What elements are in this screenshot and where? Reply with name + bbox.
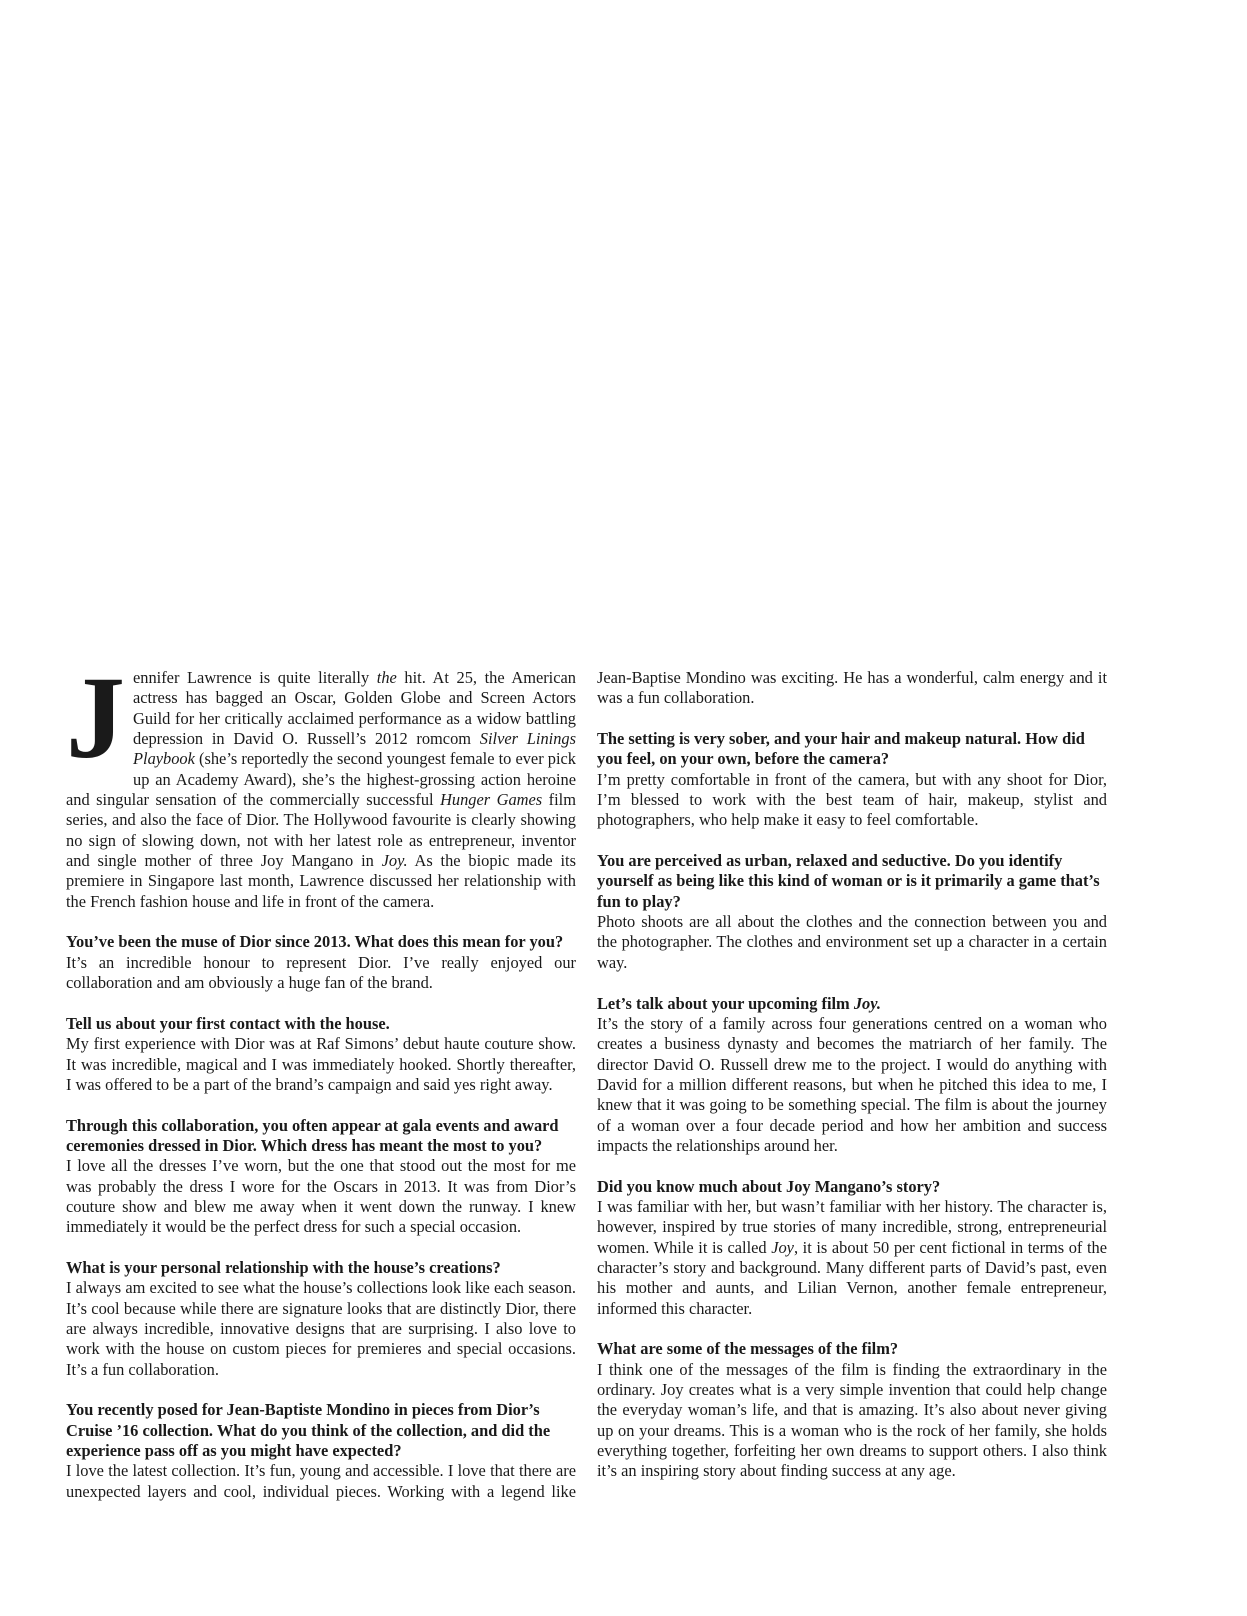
- intro-text: [66, 652, 576, 911]
- question-text: The setting is very sober, and your hair and makeup natural. How did you feel, on your own, before the camera?: [597, 729, 1085, 769]
- question-text: You are perceived as urban, relaxed and seductive. Do you identify yourself as being like this kind of woman or is it primarily a game that’s fun to play?: [597, 851, 1100, 911]
- interview-question: [597, 1177, 1107, 1197]
- intro-italic: Joy.: [381, 851, 408, 871]
- interview-answer: [66, 953, 576, 992]
- qa-section: [597, 1339, 1107, 1481]
- interview-question: [66, 1014, 576, 1034]
- answer-text: I was familiar with her, but wasn’t familiar with her history. The character is, however, inspired by true stories of many incredible, strong, entrepreneurial women. While it is called: [597, 1196, 1107, 1257]
- interview-answer: [597, 1014, 1107, 1155]
- question-text: Let’s talk about your upcoming film: [597, 993, 854, 1013]
- answer-text: , it is about 50 per cent fictional in terms of the character’s story and background. Many different parts of David’s past, even his mother and aunts, and Lilian Vernon, another female entrepreneur, informed this character.: [597, 1237, 1108, 1318]
- answer-text: It’s an incredible honour to represent Dior. I’ve really enjoyed our collaboration and am obviously a huge fan of the brand.: [66, 952, 576, 993]
- article-body: [66, 652, 1108, 1518]
- intro-text: film series, and also the face of Dior. The Hollywood favourite is clearly showing no sign of slowing down, not with her latest role as entrepreneur, inventor and single mother of three Joy Mangano in: [66, 790, 576, 871]
- question-text: Did you know much about Joy Mangano’s story?: [597, 1176, 941, 1196]
- answer-text: Photo shoots are all about the clothes and the connection between you and the photographer. The clothes and environment set up a character in a certain way.: [597, 912, 1107, 972]
- question-text: You’ve been the muse of Dior since 2013. What does this mean for you?: [66, 932, 564, 952]
- answer-text: I’m pretty comfortable in front of the camera, but with any shoot for Dior, I’m blessed to work with the best team of hair, makeup, stylist and photographers, who help make it easy to feel comfortable.: [597, 769, 1107, 830]
- intro-text: (she’s reportedly the second youngest female to ever pick up an Academy Award), she’s the highest-grossing action heroine and singular sensation of the commercially successful: [66, 749, 576, 810]
- question-text: Through this collaboration, you often appear at gala events and award ceremonies dressed in Dior. Which dress has meant the most to you?: [66, 1115, 559, 1155]
- interview-question: [66, 1400, 576, 1461]
- answer-italic: Joy: [771, 1237, 794, 1257]
- interview-question: [597, 1339, 1107, 1359]
- answer-text: I love all the dresses I’ve worn, but the one that stood out the most for me was probably the dress I wore for the Oscars in 2013. It was from Dior’s couture show and blew me away when it went down the runway. I knew immediately it would be the perfect dress for such a special occasion.: [66, 1156, 576, 1237]
- intro-text: As the biopic made its premiere in Singapore last month, Lawrence discussed her relationship with the French fashion house and life in front of the camera.: [66, 851, 576, 911]
- qa-section: [66, 1258, 576, 1380]
- intro-italic: the: [376, 668, 397, 687]
- interview-question: [66, 1258, 576, 1278]
- question-text: Tell us about your first contact with the house.: [66, 1013, 390, 1033]
- intro-text: hit. At 25, the American actress has bagged an Oscar, Golden Globe and Screen Actors Guild for her critically acclaimed performance as a widow battling depression in David O. Russell’s 2012 romcom: [133, 668, 576, 749]
- interview-question: [597, 994, 1107, 1014]
- intro-italic: Silver Linings Playbook: [133, 729, 576, 769]
- interview-question: [66, 1116, 576, 1157]
- intro-italic: Hunger Games: [440, 790, 543, 810]
- interview-answer: [66, 1034, 576, 1094]
- interview-question: [66, 932, 576, 952]
- qa-section: [597, 994, 1107, 1157]
- interview-question: [597, 851, 1107, 912]
- interview-answer: [597, 1360, 1107, 1481]
- interview-answer: [66, 1278, 576, 1378]
- qa-section: [597, 851, 1107, 973]
- interview-answer: [597, 1197, 1107, 1318]
- answer-text: My first experience with Dior was at Raf Simons’ debut haute couture show. It was incredible, magical and I was immediately hooked. Shortly thereafter, I was offered to be a part of the brand’s campaign and said yes right away.: [66, 1034, 576, 1094]
- question-text: You recently posed for Jean-Baptiste Mondino in pieces from Dior’s Cruise ’16 collection. What do you think of the collection, and did the experience pass off as you might have expected?: [66, 1400, 551, 1461]
- answer-text: It’s the story of a family across four generations centred on a woman who creates a business dynasty and becomes the matriarch of her family. The director David O. Russell drew me to the project. I would do anything with David for a million different reasons, but when he pitched this idea to me, I knew that it was going to be something special. The film is about the journey of a woman over a four decade period and how her ambition and success impacts the relationships around her.: [597, 1013, 1107, 1155]
- interview-answer: [597, 912, 1107, 972]
- question-text: What are some of the messages of the film?: [597, 1339, 899, 1359]
- interview-question: [597, 729, 1107, 770]
- intro-paragraph: [66, 652, 576, 912]
- answer-text: I always am excited to see what the house’s collections look like each season. It’s cool because while there are signature looks that are distinctly Dior, there are always incredible, innovative designs that are surprising. I also love to work with the house on custom pieces for premieres and special occasions. It’s a fun collaboration.: [66, 1278, 576, 1379]
- question-italic: Joy.: [853, 993, 881, 1013]
- intro-text: ennifer Lawrence is quite literally: [133, 668, 377, 687]
- answer-text: I think one of the messages of the film is finding the extraordinary in the ordinary. Joy creates what is a very simple invention that could help change the everyday woman’s life, and that is amazing. It’s also about never giving up on your dreams. This is a woman who is the rock of her family, she holds everything together, forfeiting her own dreams to support others. I also think it’s an inspiring story about finding success at any age.: [597, 1359, 1107, 1481]
- qa-section: [66, 932, 576, 993]
- interview-answer: [66, 1156, 576, 1236]
- drop-cap: J: [66, 652, 125, 783]
- question-text: What is your personal relationship with the house’s creations?: [66, 1257, 501, 1277]
- qa-section: [597, 1177, 1107, 1319]
- qa-section: [597, 729, 1107, 831]
- qa-section: [66, 1014, 576, 1095]
- answer-text: I love the latest collection. It’s fun, young and accessible. I love that there are unexpected layers and cool, individual pieces. Working with a legend like Jean-Baptise Mondino was exciting. He has a wonderful, calm energy and it was a fun collaboration.: [66, 668, 1107, 1501]
- interview-answer: [597, 770, 1107, 830]
- qa-section: [66, 1116, 576, 1238]
